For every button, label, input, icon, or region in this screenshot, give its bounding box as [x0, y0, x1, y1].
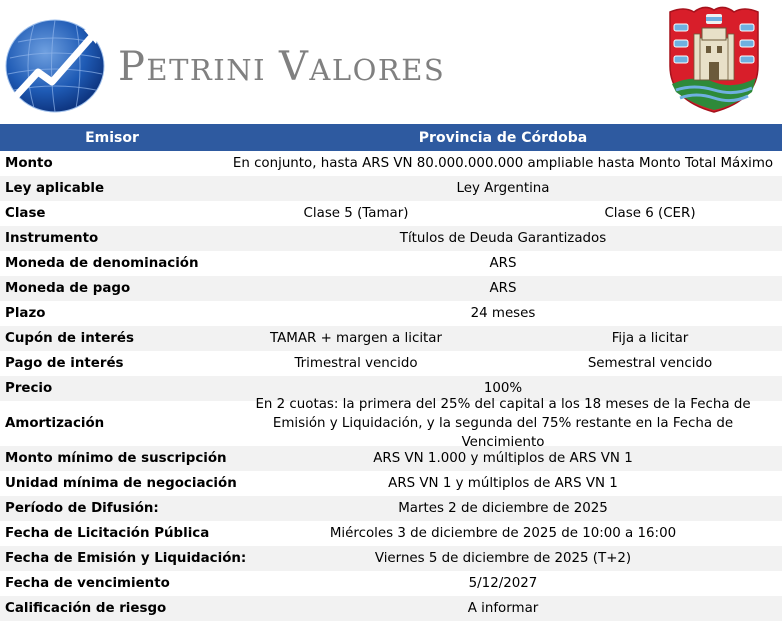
row-value: En conjunto, hasta ARS VN 80.000.000.000 ampliable hasta Monto Total Máximo: [232, 156, 774, 171]
brand-name: PETRINI VALORES: [118, 44, 446, 90]
row-label: Calificación de riesgo: [5, 601, 167, 616]
header-value: Provincia de Córdoba: [418, 129, 588, 146]
row-value-class-6: Clase 6 (CER): [604, 206, 696, 221]
table-row: [0, 176, 782, 201]
table-row: [0, 251, 782, 276]
page-header: [0, 0, 782, 124]
table-row: [0, 521, 782, 546]
row-value: 24 meses: [470, 306, 536, 321]
table-row: [0, 397, 782, 450]
row-value: 5/12/2027: [468, 576, 538, 591]
row-label: Moneda de pago: [5, 281, 131, 296]
row-split-values: [224, 331, 782, 346]
row-label: Clase: [5, 206, 46, 221]
row-label: Instrumento: [5, 231, 99, 246]
row-value: ARS VN 1.000 y múltiplos de ARS VN 1: [373, 451, 633, 466]
row-value: A informar: [467, 601, 539, 616]
row-value: Miércoles 3 de diciembre de 2025 de 10:00 a 16:00: [329, 526, 677, 541]
table-row: [0, 301, 782, 326]
row-label: Período de Difusión:: [5, 501, 159, 516]
row-label: Fecha de Emisión y Liquidación:: [5, 551, 247, 566]
row-label: Plazo: [5, 306, 46, 321]
row-label: Amortización: [5, 416, 105, 431]
row-value-class-5: Trimestral vencido: [294, 356, 418, 371]
table-row: [0, 351, 782, 376]
row-value-class-6: Fija a licitar: [611, 331, 689, 346]
row-value: ARS VN 1 y múltiplos de ARS VN 1: [388, 476, 618, 491]
row-value-class-5: Clase 5 (Tamar): [303, 206, 409, 221]
table-row: [0, 496, 782, 521]
row-value: En 2 cuotas: la primera del 25% del capital a los 18 meses de la Fecha de Emisión y Liquidación, y la segunda del 75% restante en la Fecha de Vencimiento: [255, 397, 751, 450]
row-label: Cupón de interés: [5, 331, 134, 346]
table-row: [0, 326, 782, 351]
row-label: Monto mínimo de suscripción: [5, 451, 227, 466]
row-label: Monto: [5, 156, 53, 171]
row-label: Precio: [5, 381, 53, 396]
row-label: Fecha de vencimiento: [5, 576, 170, 591]
table-row: [0, 596, 782, 621]
row-label: Fecha de Licitación Pública: [5, 526, 210, 541]
table-row: [0, 226, 782, 251]
row-value: 100%: [483, 381, 523, 396]
row-split-values: [224, 206, 782, 221]
cordoba-coat-of-arms-icon: [664, 4, 764, 114]
table-row: [0, 151, 782, 176]
row-value: Viernes 5 de diciembre de 2025 (T+2): [374, 551, 632, 566]
table-row: [0, 201, 782, 226]
table-row: [0, 571, 782, 596]
row-value: ARS: [489, 281, 517, 296]
bond-terms-table: [0, 124, 782, 621]
table-row: [0, 276, 782, 301]
globe-chart-logo-icon: [4, 18, 106, 114]
row-label: Moneda de denominación: [5, 256, 199, 271]
row-label: Ley aplicable: [5, 181, 105, 196]
row-value-class-5: TAMAR + margen a licitar: [270, 331, 442, 346]
row-split-values: [224, 356, 782, 371]
row-value: Ley Argentina: [456, 181, 550, 196]
table-row: [0, 546, 782, 571]
table-row: [0, 471, 782, 496]
table-header-row: [0, 124, 782, 151]
row-value: Títulos de Deuda Garantizados: [399, 231, 607, 246]
row-label: Pago de interés: [5, 356, 124, 371]
row-value: ARS: [489, 256, 517, 271]
row-value: Martes 2 de diciembre de 2025: [398, 501, 608, 516]
row-value-class-6: Semestral vencido: [587, 356, 713, 371]
row-label: Unidad mínima de negociación: [5, 476, 237, 491]
header-label: Emisor: [85, 129, 139, 146]
